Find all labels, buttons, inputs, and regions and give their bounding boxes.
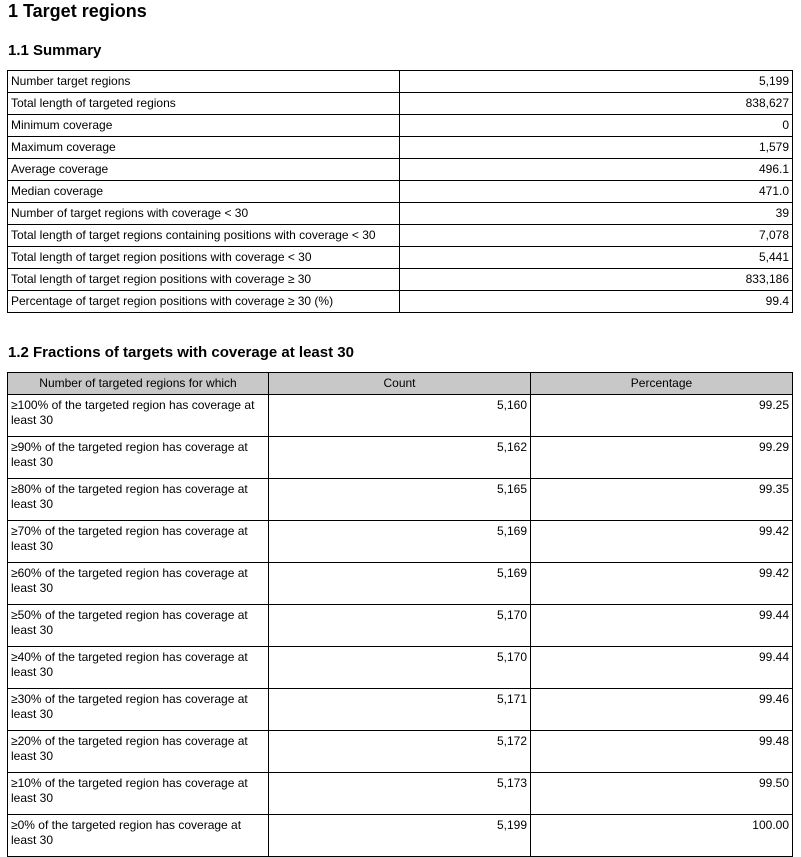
fraction-description: ≥30% of the targeted region has coverage at least 30	[8, 689, 269, 731]
table-row	[8, 815, 793, 857]
summary-label: Median coverage	[8, 181, 400, 203]
table-row	[8, 647, 793, 689]
fraction-count: 5,169	[269, 521, 531, 563]
fraction-description: ≥50% of the targeted region has coverage at least 30	[8, 605, 269, 647]
table-row	[8, 605, 793, 647]
fraction-count: 5,172	[269, 731, 531, 773]
table-row	[8, 731, 793, 773]
table-row	[8, 521, 793, 563]
fraction-percentage: 99.46	[531, 689, 793, 731]
fraction-description: ≥70% of the targeted region has coverage at least 30	[8, 521, 269, 563]
table-row	[8, 137, 793, 159]
summary-value: 496.1	[400, 159, 793, 181]
summary-value: 0	[400, 115, 793, 137]
table-row	[8, 479, 793, 521]
summary-table	[7, 70, 793, 313]
fraction-count: 5,199	[269, 815, 531, 857]
table-row	[8, 437, 793, 479]
summary-label: Number of target regions with coverage < 30	[8, 203, 400, 225]
table-row	[8, 93, 793, 115]
fraction-count: 5,165	[269, 479, 531, 521]
table-row	[8, 247, 793, 269]
column-header-percentage: Percentage	[531, 373, 793, 395]
page-title: 1 Target regions	[8, 1, 147, 21]
table-row	[8, 269, 793, 291]
summary-label: Percentage of target region positions with coverage ≥ 30 (%)	[8, 291, 400, 313]
table-row	[8, 159, 793, 181]
fraction-count: 5,170	[269, 605, 531, 647]
fraction-count: 5,162	[269, 437, 531, 479]
table-row	[8, 291, 793, 313]
summary-value: 99.4	[400, 291, 793, 313]
column-header-description: Number of targeted regions for which	[8, 373, 269, 395]
fraction-description: ≥90% of the targeted region has coverage at least 30	[8, 437, 269, 479]
fraction-percentage: 99.50	[531, 773, 793, 815]
fraction-percentage: 100.00	[531, 815, 793, 857]
summary-value: 1,579	[400, 137, 793, 159]
fraction-description: ≥0% of the targeted region has coverage at least 30	[8, 815, 269, 857]
table-row	[8, 181, 793, 203]
fraction-description: ≥10% of the targeted region has coverage at least 30	[8, 773, 269, 815]
table-row	[8, 563, 793, 605]
table-row	[8, 71, 793, 93]
table-row	[8, 115, 793, 137]
summary-label: Average coverage	[8, 159, 400, 181]
fraction-description: ≥40% of the targeted region has coverage at least 30	[8, 647, 269, 689]
fraction-percentage: 99.42	[531, 563, 793, 605]
table-row	[8, 395, 793, 437]
summary-value: 471.0	[400, 181, 793, 203]
fraction-percentage: 99.25	[531, 395, 793, 437]
column-header-count: Count	[269, 373, 531, 395]
fraction-percentage: 99.29	[531, 437, 793, 479]
summary-label: Maximum coverage	[8, 137, 400, 159]
fraction-percentage: 99.42	[531, 521, 793, 563]
summary-value: 5,199	[400, 71, 793, 93]
fraction-percentage: 99.35	[531, 479, 793, 521]
summary-label: Total length of target region positions with coverage < 30	[8, 247, 400, 269]
fraction-percentage: 99.48	[531, 731, 793, 773]
fraction-percentage: 99.44	[531, 605, 793, 647]
summary-label: Total length of target region positions with coverage ≥ 30	[8, 269, 400, 291]
fraction-count: 5,170	[269, 647, 531, 689]
summary-value: 833,186	[400, 269, 793, 291]
summary-heading: 1.1 Summary	[8, 42, 102, 59]
fraction-count: 5,169	[269, 563, 531, 605]
table-row	[8, 225, 793, 247]
fraction-count: 5,160	[269, 395, 531, 437]
table-row	[8, 203, 793, 225]
summary-label: Number target regions	[8, 71, 400, 93]
fractions-heading: 1.2 Fractions of targets with coverage at least 30	[8, 344, 354, 361]
summary-value: 5,441	[400, 247, 793, 269]
summary-value: 7,078	[400, 225, 793, 247]
fraction-description: ≥60% of the targeted region has coverage at least 30	[8, 563, 269, 605]
summary-label: Total length of targeted regions	[8, 93, 400, 115]
fraction-count: 5,173	[269, 773, 531, 815]
fraction-description: ≥80% of the targeted region has coverage at least 30	[8, 479, 269, 521]
fraction-count: 5,171	[269, 689, 531, 731]
summary-value: 39	[400, 203, 793, 225]
fraction-description: ≥100% of the targeted region has coverage at least 30	[8, 395, 269, 437]
summary-label: Total length of target regions containing positions with coverage < 30	[8, 225, 400, 247]
fractions-table	[7, 372, 793, 857]
fraction-description: ≥20% of the targeted region has coverage at least 30	[8, 731, 269, 773]
table-row	[8, 689, 793, 731]
summary-value: 838,627	[400, 93, 793, 115]
table-row	[8, 773, 793, 815]
table-header-row	[8, 373, 793, 395]
fraction-percentage: 99.44	[531, 647, 793, 689]
summary-label: Minimum coverage	[8, 115, 400, 137]
